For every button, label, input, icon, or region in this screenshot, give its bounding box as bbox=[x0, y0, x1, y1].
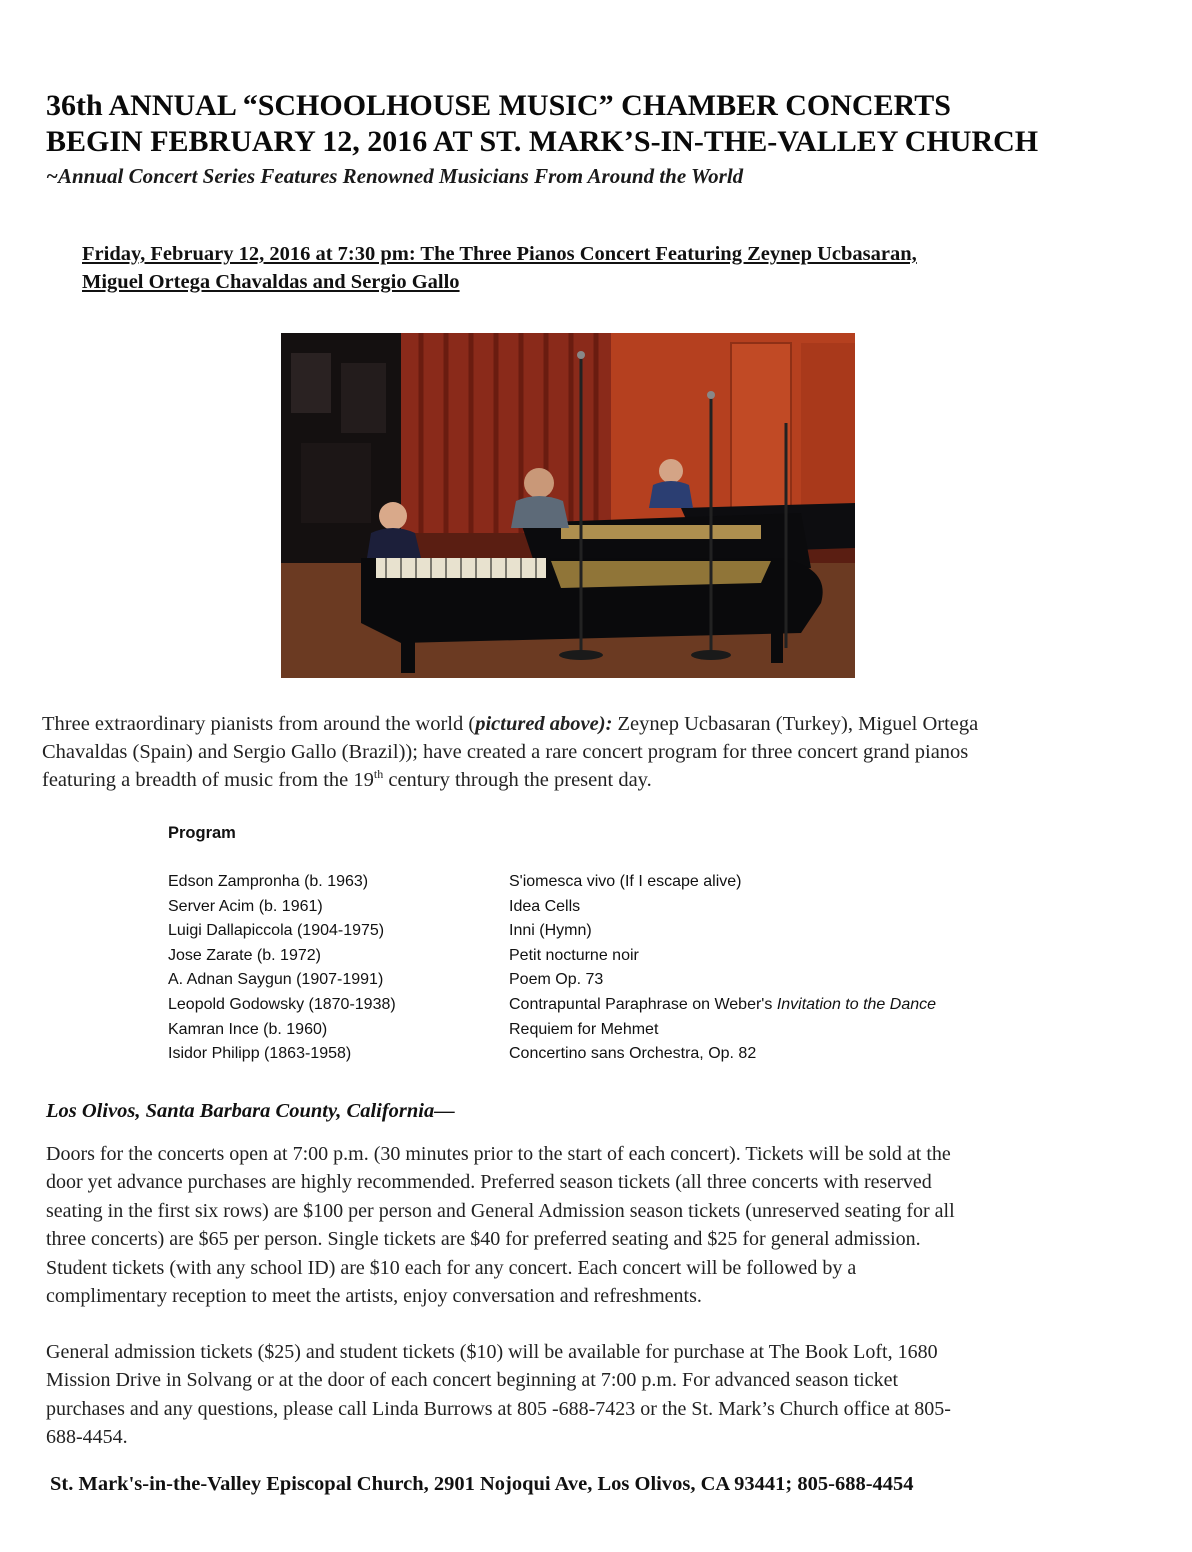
program-row bbox=[168, 898, 1068, 923]
intro-paragraph bbox=[42, 710, 1162, 794]
paragraph-line: Student tickets (with any school ID) are $10 each for any concert. Each concert will be followed by a bbox=[46, 1256, 857, 1279]
program-composer: Kamran Ince (b. 1960) bbox=[168, 1020, 328, 1038]
program-composer: Server Acim (b. 1961) bbox=[168, 897, 323, 915]
program-composer: Luigi Dallapiccola (1904-1975) bbox=[168, 922, 385, 940]
program-row bbox=[168, 873, 1068, 898]
paragraph-line: 688-4454. bbox=[46, 1426, 128, 1449]
program-composer: A. Adnan Saygun (1907-1991) bbox=[168, 971, 384, 989]
paragraph-line: Mission Drive in Solvang or at the door of each concert beginning at 7:00 p.m. For advanced season ticket bbox=[46, 1369, 899, 1392]
program-work: Contrapuntal Paraphrase on Weber's Invitation to the Dance bbox=[509, 995, 937, 1013]
intro-line-2: Chavaldas (Spain) and Sergio Gallo (Brazil)); have created a rare concert program for three concert grand pianos bbox=[42, 741, 969, 763]
three-pianos-illustration bbox=[281, 333, 855, 678]
ticket-info-paragraph bbox=[46, 1140, 1166, 1310]
program-list bbox=[168, 873, 1068, 1070]
paragraph-line: three concerts) are $65 per person. Single tickets are $40 for preferred seating and $25 for general admission. bbox=[46, 1228, 921, 1251]
event-title-line-2: Miguel Ortega Chavaldas and Sergio Gallo bbox=[82, 271, 460, 293]
program-work: Inni (Hymn) bbox=[509, 922, 592, 940]
program-composer: Leopold Godowsky (1870-1938) bbox=[168, 995, 396, 1013]
purchase-info-paragraph bbox=[46, 1338, 1166, 1452]
program-work: Requiem for Mehmet bbox=[509, 1020, 659, 1038]
program-work: Petit nocturne noir bbox=[509, 946, 639, 964]
program-work: Concertino sans Orchestra, Op. 82 bbox=[509, 1045, 757, 1063]
program-composer: Isidor Philipp (1863-1958) bbox=[168, 1045, 352, 1063]
paragraph-line: complimentary reception to meet the artists, enjoy conversation and refreshments. bbox=[46, 1285, 702, 1308]
program-row bbox=[168, 1045, 1068, 1070]
dateline: Los Olivos, Santa Barbara County, California— bbox=[46, 1100, 455, 1122]
paragraph-line: seating in the first six rows) are $100 per person and General Admission season tickets (unreserved seating for all bbox=[46, 1199, 955, 1222]
program-row bbox=[168, 971, 1068, 996]
paragraph-line: door yet advance purchases are highly recommended. Preferred season tickets (all three concerts with reserved bbox=[46, 1171, 932, 1194]
program-work: S'iomesca vivo (If I escape alive) bbox=[509, 873, 742, 890]
pictured-above-emphasis: pictured above): bbox=[475, 713, 613, 735]
program-row bbox=[168, 922, 1068, 947]
program-row bbox=[168, 1021, 1068, 1046]
event-title bbox=[82, 240, 1142, 296]
headline bbox=[46, 88, 1166, 160]
paragraph-line: General admission tickets ($25) and student tickets ($10) will be available for purchase at The Book Loft, 1680 bbox=[46, 1341, 938, 1363]
subheadline: ~Annual Concert Series Features Renowned Musicians From Around the World bbox=[46, 164, 744, 188]
paragraph-line: purchases and any questions, please call Linda Burrows at 805 -688-7423 or the St. Mark’s Church office at 805- bbox=[46, 1397, 951, 1420]
program-row bbox=[168, 996, 1068, 1021]
program-heading: Program bbox=[168, 824, 236, 842]
program-work: Idea Cells bbox=[509, 897, 581, 915]
program-work: Poem Op. 73 bbox=[509, 971, 604, 989]
headline-line-2: BEGIN FEBRUARY 12, 2016 AT ST. MARK’S-IN-THE-VALLEY CHURCH bbox=[46, 125, 1039, 158]
pianists-photo bbox=[281, 333, 855, 678]
headline-line-1: 36th ANNUAL “SCHOOLHOUSE MUSIC” CHAMBER CONCERTS bbox=[46, 89, 951, 122]
program-row bbox=[168, 947, 1068, 972]
intro-line-1: Three extraordinary pianists from around the world (pictured above): Zeynep Ucbasaran (Turkey), Miguel Ortega bbox=[42, 713, 979, 735]
intro-line-3: featuring a breadth of music from the 19th century through the present day. bbox=[42, 767, 652, 791]
program-composer: Jose Zarate (b. 1972) bbox=[168, 946, 321, 964]
church-address-footer: St. Mark's-in-the-Valley Episcopal Church, 2901 Nojoqui Ave, Los Olivos, CA 93441; 805-688-4454 bbox=[50, 1473, 914, 1495]
event-title-line-1: Friday, February 12, 2016 at 7:30 pm: The Three Pianos Concert Featuring Zeynep Ucbasaran, bbox=[82, 243, 917, 265]
program-composer: Edson Zampronha (b. 1963) bbox=[168, 873, 369, 890]
paragraph-line: Doors for the concerts open at 7:00 p.m. (30 minutes prior to the start of each concert). Tickets will be sold at the bbox=[46, 1143, 951, 1165]
program-work-italic-title: Invitation to the Dance bbox=[776, 995, 937, 1013]
